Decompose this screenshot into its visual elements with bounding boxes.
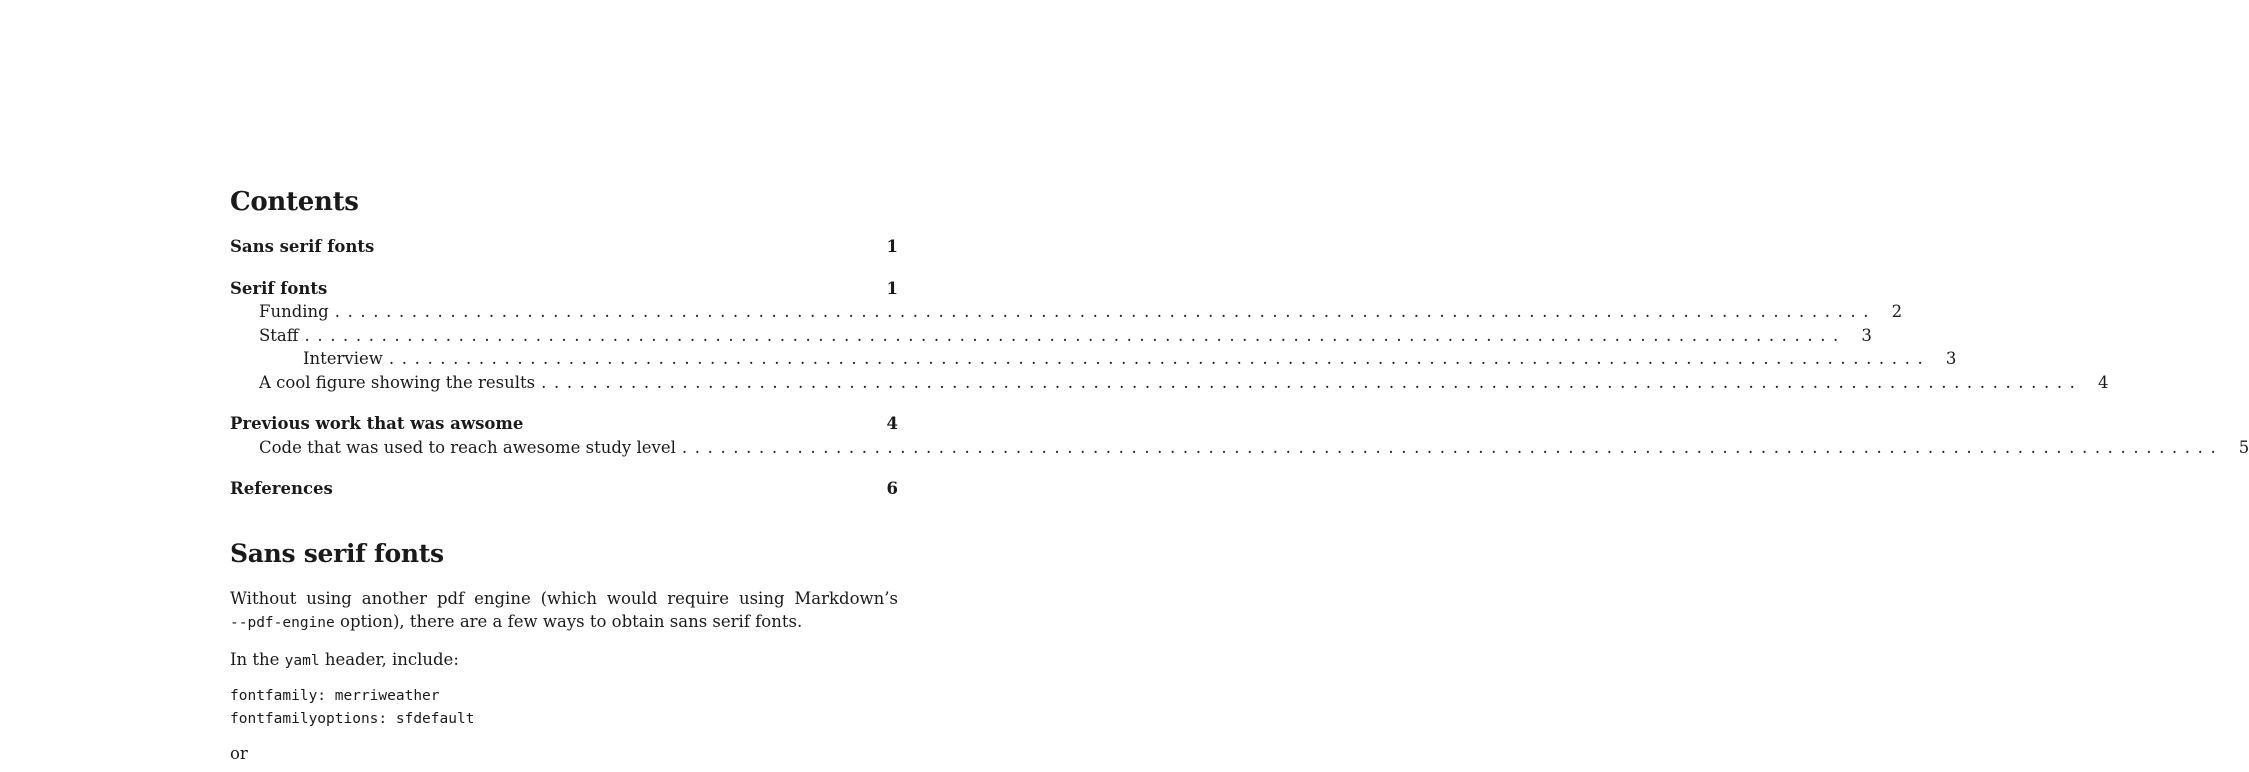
toc-entry[interactable] xyxy=(230,412,898,436)
toc-entry-label: Funding xyxy=(259,302,329,321)
toc-entry-page: 1 xyxy=(886,237,898,256)
inline-code: yaml xyxy=(284,652,320,669)
toc-entry-page: 4 xyxy=(886,414,898,433)
toc-entry-label: Interview xyxy=(303,349,383,368)
code-line: fontfamily: merriweather xyxy=(230,687,440,704)
toc-subentry[interactable] xyxy=(230,436,2249,460)
table-of-contents xyxy=(230,235,2249,501)
toc-subentry[interactable] xyxy=(230,371,2109,395)
paragraph-line xyxy=(230,610,898,635)
toc-entry-label: Staff xyxy=(259,325,299,345)
toc-entry-page: 5 xyxy=(2238,437,2249,457)
paragraph-text: header, include: xyxy=(319,649,459,669)
document-page xyxy=(230,182,2249,765)
toc-entry[interactable] xyxy=(230,477,898,501)
paragraph xyxy=(230,648,898,673)
toc-entry-page: 3 xyxy=(1861,325,1872,345)
toc-dot-leader: ........................................................................................................................ xyxy=(681,437,2224,457)
toc-subsubentry[interactable] xyxy=(230,347,1957,371)
toc-dot-leader: ........................................................................................................................ xyxy=(304,325,1846,345)
toc-dot-leader: ........................................................................................................................ xyxy=(541,372,2083,392)
toc-entry-page: 3 xyxy=(1945,349,1957,368)
code-line: fontfamilyoptions: sfdefault xyxy=(230,710,475,727)
toc-entry-label: A cool figure showing the results xyxy=(259,372,536,392)
toc-subentry[interactable] xyxy=(230,300,1903,324)
paragraph: or xyxy=(230,743,248,763)
paragraph xyxy=(230,587,898,635)
paragraph-text: option), there are a few ways to obtain sans serif fonts. xyxy=(334,611,803,631)
paragraph-line: Without using another pdf engine (which would require using Markdown’s xyxy=(230,588,898,608)
inline-code: --pdf-engine xyxy=(230,614,335,631)
toc-entry-page: 2 xyxy=(1891,302,1903,321)
toc-entry-page: 1 xyxy=(886,278,898,298)
toc-subentry[interactable] xyxy=(230,324,1872,348)
toc-entry-page: 6 xyxy=(886,479,898,498)
code-block xyxy=(230,685,898,731)
toc-dot-leader: ........................................................................................................................ xyxy=(334,302,1877,321)
toc-entry-page: 4 xyxy=(2098,372,2109,392)
toc-entry[interactable] xyxy=(230,277,898,301)
section-heading: Sans serif fonts xyxy=(230,538,444,568)
toc-entry-label: Sans serif fonts xyxy=(230,237,375,256)
toc-title: Contents xyxy=(230,187,359,217)
toc-entry-label: Code that was used to reach awesome study level xyxy=(259,437,676,457)
toc-dot-leader: ........................................................................................................................ xyxy=(388,349,1931,368)
toc-entry-label: Serif fonts xyxy=(230,278,328,298)
paragraph-text: In the xyxy=(230,649,285,669)
toc-entry-label: References xyxy=(230,479,333,498)
toc-entry-label: Previous work that was awsome xyxy=(230,414,524,433)
toc-entry[interactable] xyxy=(230,235,898,259)
